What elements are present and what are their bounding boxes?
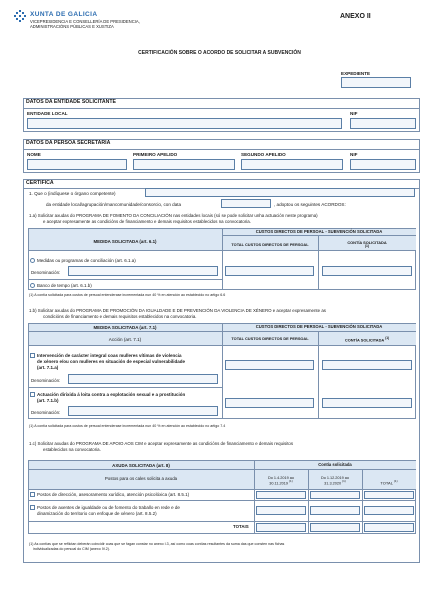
program-c-period-1-date: 30.11.2019 — [269, 481, 288, 486]
divider — [23, 149, 420, 150]
program-c-period-2-line-2 — [308, 480, 362, 486]
program-a-amount-label: CONTÍA SOLICITADA — [347, 240, 387, 245]
program-b-amount-field-1[interactable] — [322, 360, 412, 370]
program-b-text-1: 1.b) Solicitar axudas do PROGRAMA DE PROMOCIÓN DA IGUALDADE E DE PREVENCIÓN DA VIOLENCIA DE XÉNERO e aceptar expresamente as — [29, 308, 326, 313]
program-b-costs-header: CUSTOS DIRECTOS DE PERSOAL - SUBVENCIÓN SOLICITADA — [255, 324, 383, 329]
program-c-totals-period-1-field[interactable] — [256, 523, 306, 532]
program-a-option-1-radio[interactable] — [30, 258, 35, 263]
program-b-amount-field-2[interactable] — [322, 398, 412, 408]
divider — [28, 331, 416, 332]
program-b-total-field-1[interactable] — [225, 360, 314, 370]
secretary-surname2-field[interactable] — [241, 159, 343, 170]
org-name: XUNTA DE GALICIA — [30, 11, 98, 18]
competent-body-field[interactable] — [145, 188, 415, 197]
secretary-surname1-field[interactable] — [133, 159, 235, 170]
program-b-option-2-line-1: Actuación dirixida á loita contra a explotación sexual e a prostitución — [37, 392, 186, 397]
secretary-section-title: DATOS DA PERSOA SECRETARIA — [26, 140, 111, 146]
document-title: CERTIFICACIÓN SOBRE O ACORDO DE SOLICITAR A SUBVENCIÓN — [138, 50, 301, 56]
divider — [222, 228, 223, 290]
program-b-option-1-checkbox[interactable] — [30, 353, 35, 358]
certify-section-title: CERTIFICA — [26, 180, 54, 186]
program-b-total-header: TOTAL CUSTOS DIRECTOS DE PERSOAL — [231, 336, 309, 341]
program-b-denomination-1-label: Denominación: — [31, 378, 61, 383]
secretary-nif-field[interactable] — [350, 159, 416, 170]
program-c-row-2-checkbox[interactable] — [30, 505, 35, 510]
program-c-row-1-checkbox[interactable] — [30, 492, 35, 497]
footnote-ref: (1) — [385, 336, 390, 340]
org-subtitle-1: VICEPRESIDENCIA E CONSELLERÍA DE PRESIDENCIA, — [30, 19, 140, 24]
program-c-aid-header: AXUDA SOLICITADA (art. 8) — [112, 463, 170, 468]
program-b-denomination-2-field[interactable] — [68, 406, 218, 416]
entity-nif-field[interactable] — [350, 118, 416, 129]
program-a-text-1: 1.a) Solicitar axudas do PROGRAMA DE FOMENTO DA CONCILIACIÓN nas entidades locais (só se pode solicitar unha actuación neste programa) — [29, 213, 318, 218]
q1-text-2a: da entidade local/agrupación/mancomunidade/consorcio, con data — [46, 202, 182, 207]
footnote-ref: (1) — [393, 479, 398, 483]
secretary-name-field[interactable] — [27, 159, 127, 170]
program-c-period-1-line-2 — [254, 480, 308, 486]
program-b-text-2: condicións de financiamento e demais requisitos establecidos na convocatoria. — [43, 314, 197, 319]
program-b-option-2-line-2: (art. 7.1.b) — [37, 398, 59, 403]
program-c-row-1-period-1-field[interactable] — [256, 491, 306, 499]
divider — [28, 279, 222, 280]
program-c-footnote-2: individualizadas do persoal do CIM (anexo IV.2). — [33, 547, 110, 551]
divider — [28, 387, 222, 388]
program-c-row-2-line-2: dinamización do territorio con enfoque de xénero (art. 8.5.2) — [37, 511, 157, 516]
footnote-ref: (1) — [342, 479, 346, 484]
secretary-surname1-label: PRIMEIRO APELIDO — [133, 152, 178, 157]
program-a-denomination-field[interactable] — [68, 266, 218, 276]
program-a-text-2: e aceptar expresamente as condicións de financiamento e demais requisitos establecidos na convocatoria. — [43, 219, 251, 224]
divider — [362, 469, 363, 534]
program-a-amount-header — [318, 241, 416, 249]
divider — [23, 108, 420, 109]
program-b-amount-header — [318, 337, 416, 343]
program-a-footnote: (1) A contía solicitada para custos de persoal entenderase incrementada nun 40 % en atención ao establecido no artigo 6.6 — [29, 293, 226, 297]
program-a-total-field[interactable] — [225, 266, 314, 276]
program-b-measure-header: MEDIDA SOLICITADA (art. 7.1) — [93, 325, 157, 330]
program-c-period-2-header — [308, 476, 362, 486]
program-c-period-2-date: 31.3.2020 — [324, 481, 342, 486]
program-c-totals-total-field[interactable] — [364, 523, 414, 532]
program-c-row-2-period-1-field[interactable] — [256, 506, 306, 515]
expediente-field[interactable] — [341, 77, 411, 88]
program-b-total-field-2[interactable] — [225, 398, 314, 408]
program-c-totals-label: TOTAIS — [233, 524, 249, 529]
program-c-totals-period-2-field[interactable] — [310, 523, 360, 532]
program-b-footnote: (1) A contía solicitada para custos de persoal entenderase incrementada nun 40 % en atención ao establecido no artigo 7.4 — [29, 424, 226, 428]
program-c-total-header — [362, 480, 416, 486]
secretary-name-label: NOME — [27, 152, 41, 157]
divider — [28, 521, 416, 522]
program-c-text-1: 1.c) Solicitar axudas do PROGRAMA DE APOIO AOS CIM e aceptar expresamente as condicións de financiamento e demais requisitos — [29, 441, 294, 446]
program-b-option-1-line-1: Intervención de carácter integral coas mulleres vítimas de violencia — [37, 353, 182, 358]
divider — [318, 331, 319, 419]
program-c-row-2-period-2-field[interactable] — [310, 506, 360, 515]
secretary-surname2-label: SEGUNDO APELIDO — [241, 152, 286, 157]
divider — [222, 235, 416, 236]
program-a-option-2-label: Banco de tempo (art. 6.1.b) — [37, 283, 92, 288]
divider — [254, 460, 255, 534]
entity-name-label: ENTIDADE LOCAL — [27, 111, 68, 116]
xunta-logo — [14, 9, 26, 21]
q1-text-2b: , adoptou os seguintes ACORDOS: — [274, 202, 346, 207]
program-b-option-1-line-3: (art. 7.1.a) — [37, 365, 59, 370]
program-c-text-2: establecidos na convocatoria. — [43, 447, 101, 452]
annex-label: ANEXO II — [340, 13, 371, 20]
q1-label: 1. Que o (indíquese o órgano competente) — [29, 191, 116, 196]
program-a-amount-field[interactable] — [322, 266, 412, 276]
program-a-measure-header: MEDIDA SOLICITADA (art. 6.1) — [93, 239, 157, 244]
expediente-label: EXPEDIENTE — [341, 71, 371, 76]
entity-section-title: DATOS DA ENTIDADE SOLICITANTE — [26, 99, 117, 105]
program-b-denomination-1-field[interactable] — [68, 374, 218, 384]
program-c-period-1-header — [254, 476, 308, 486]
program-c-amount-header: Contía solicitada — [318, 462, 352, 467]
program-a-costs-header: CUSTOS DIRECTOS DE PERSOAL - SUBVENCIÓN SOLICITADA — [255, 229, 383, 234]
program-c-row-1-total-field[interactable] — [364, 491, 414, 499]
program-b-action-header: Acción (art. 7.1) — [108, 337, 142, 342]
divider — [28, 469, 416, 470]
secretary-nif-label: NIF — [350, 152, 358, 157]
program-c-total-label: TOTAL — [380, 480, 393, 486]
program-c-row-2-total-field[interactable] — [364, 506, 414, 515]
program-b-amount-label: CONTÍA SOLICITADA — [344, 337, 385, 343]
program-a-total-header: TOTAL CUSTOS DIRECTOS DE PERSOAL — [231, 242, 309, 247]
entity-nif-label: NIF — [350, 111, 358, 116]
program-a-option-2-radio[interactable] — [30, 283, 35, 288]
program-c-posts-header: Postos para os cales solicita a axuda — [104, 476, 178, 481]
program-b-denomination-2-label: Denominación: — [31, 410, 61, 415]
agreement-date-field[interactable] — [221, 199, 271, 208]
program-b-option-1-line-2: de xénero e/ou con mulleres en situación de especial vulnerabilidade — [37, 359, 186, 364]
program-c-row-1-period-2-field[interactable] — [310, 491, 360, 499]
program-c-footnote-1: (1) As contías que se reflictan deberán coincidir coas que se fagan constar no anexo I.3, así como coas contías resultantes da suma das que consten nas fichas — [29, 542, 285, 546]
footnote-ref: (1) — [364, 244, 370, 249]
program-c-period-1-line-1: Do 1.4.2019 ao — [268, 476, 294, 480]
divider — [28, 500, 416, 501]
program-c-row-2-line-1: Postos de axentes de igualdade ou de fomento do traballo en rede e de — [37, 505, 180, 510]
program-a-option-1-label: Medidas ou programas de conciliación (art. 6.1.a) — [37, 258, 136, 263]
org-subtitle-2: ADMINISTRACIÓNS PÚBLICAS E XUSTIZA — [30, 24, 114, 29]
footnote-ref: (1) — [289, 479, 293, 484]
program-c-period-2-line-1: Do 1.12.2019 ao — [320, 476, 350, 480]
program-b-option-2-checkbox[interactable] — [30, 392, 35, 397]
program-a-denomination-label: Denominación: — [31, 270, 61, 275]
program-c-row-1-label: Postos de dirección, asesoramento xurídico, atención psicolóxica (art. 8.5.1) — [37, 492, 190, 497]
entity-name-field[interactable] — [27, 118, 342, 129]
